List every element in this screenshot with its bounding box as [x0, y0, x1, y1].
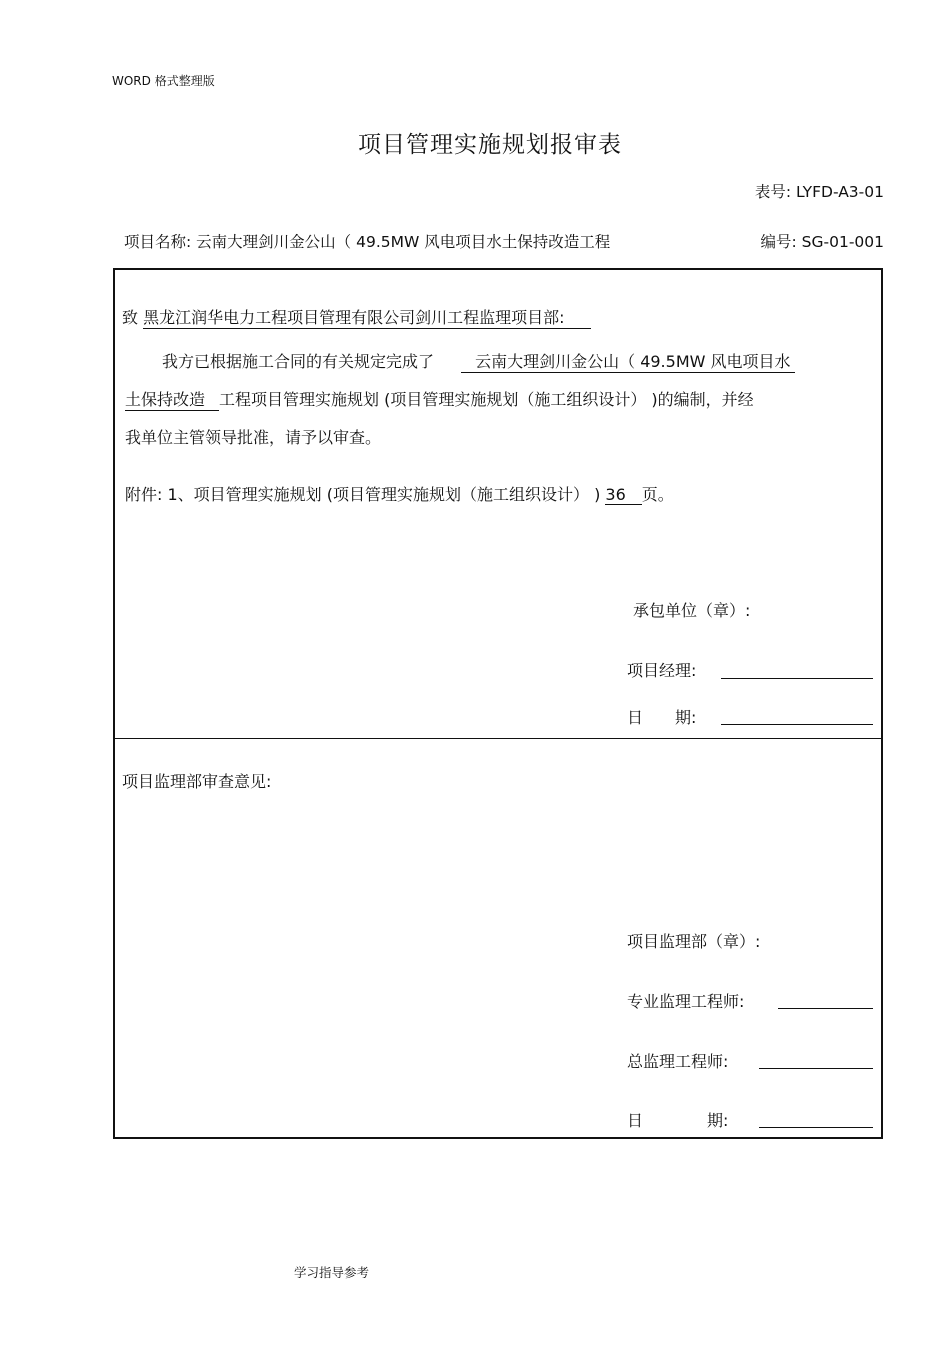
body-line-2-rest: 工程项目管理实施规划 (项目管理实施规划（施工组织设计） )的编制，并经 — [219, 390, 754, 409]
contractor-date-line — [721, 708, 873, 725]
document-title: 项目管理实施规划报审表 — [358, 132, 622, 158]
specialty-engineer-label: 专业监理工程师: — [627, 992, 745, 1011]
chief-engineer-label: 总监理工程师: — [627, 1052, 729, 1071]
project-name-underlined: 云南大理剑川金公山（ 49.5MW 风电项目水 — [461, 349, 794, 373]
body-line-2 — [125, 387, 754, 411]
page-footer: 学习指导参考 — [294, 1265, 370, 1280]
attachment-prefix: 附件: 1、项目管理实施规划 (项目管理实施规划（施工组织设计） ) — [125, 485, 601, 504]
project-name-value: 云南大理剑川金公山（ 49.5MW 风电项目水土保持改造工程 — [196, 233, 611, 251]
approval-form-box — [113, 268, 883, 1139]
recipient-line — [122, 305, 591, 329]
header-note: WORD 格式整理版 — [112, 74, 215, 88]
review-date-line — [759, 1111, 873, 1128]
serial-value: SG-01-001 — [801, 233, 884, 251]
serial-label: 编号: — [760, 233, 797, 251]
review-opinion-label: 项目监理部审查意见: — [122, 772, 272, 791]
specialty-engineer-signature-line — [778, 992, 873, 1009]
attachment-suffix: 页。 — [641, 485, 674, 504]
to-prefix: 致 — [122, 308, 139, 327]
review-date-label: 日 期: — [627, 1111, 729, 1130]
chief-engineer-signature-line — [759, 1052, 873, 1069]
attachment-pages: 36 — [605, 485, 641, 505]
project-manager-label: 项目经理: — [627, 661, 697, 680]
project-name-continued: 土保持改造 — [125, 387, 219, 411]
contractor-date-label: 日 期: — [627, 708, 697, 727]
project-name-label: 项目名称: — [124, 233, 192, 251]
section-divider — [115, 738, 881, 739]
project-manager-signature-line — [721, 662, 873, 679]
recipient: 黑龙江润华电力工程项目管理有限公司剑川工程监理项目部: — [143, 305, 590, 329]
attachment-line — [125, 482, 674, 505]
contractor-seal-label: 承包单位（章）: — [633, 601, 751, 620]
form-number: 表号: LYFD-A3-01 — [754, 183, 884, 201]
supervision-seal-label: 项目监理部（章）: — [627, 932, 761, 951]
body-line-1-start: 我方已根据施工合同的有关规定完成了 — [162, 352, 435, 371]
body-line-1 — [162, 349, 795, 373]
body-line-3: 我单位主管领导批准，请予以审查。 — [125, 428, 382, 447]
project-name-line — [124, 230, 610, 252]
serial-number — [760, 230, 884, 252]
